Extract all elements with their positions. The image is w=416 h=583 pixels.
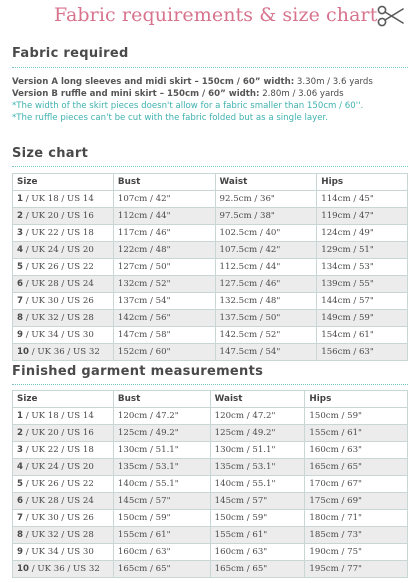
cell-hips: 180cm / 71" <box>305 510 408 527</box>
column-header-waist: Waist <box>210 391 305 408</box>
cell-size <box>13 208 114 225</box>
table-row <box>13 561 408 578</box>
cell-bust: 140cm / 55.1" <box>113 476 210 493</box>
cell-hips: 149cm / 59" <box>317 310 408 327</box>
table-row <box>13 191 408 208</box>
fabric-line-version-a <box>12 76 412 88</box>
cell-bust: 142cm / 56" <box>113 310 215 327</box>
cell-bust: 122cm / 48" <box>113 242 215 259</box>
cell-hips: 156cm / 63" <box>317 344 408 361</box>
column-header-hips: Hips <box>317 174 408 191</box>
cell-waist: 102.5cm / 40" <box>215 225 317 242</box>
cell-waist: 145cm / 57" <box>210 493 305 510</box>
cell-size <box>13 293 114 310</box>
column-header-hips: Hips <box>305 391 408 408</box>
fabric-line-value: 2.80m / 3.06 yards <box>259 89 344 99</box>
size-label: / UK 30 / US 26 <box>22 296 94 306</box>
size-chart-heading: Size chart <box>12 146 89 161</box>
size-number: 3 <box>17 445 23 455</box>
cell-hips: 175cm / 69" <box>305 493 408 510</box>
cell-size <box>13 408 114 425</box>
size-label: / UK 34 / US 30 <box>22 330 94 340</box>
size-label: / UK 36 / US 32 <box>28 564 100 574</box>
size-label: / UK 28 / US 24 <box>22 279 94 289</box>
cell-bust: 147cm / 58" <box>113 327 215 344</box>
cell-size <box>13 442 114 459</box>
cell-bust: 152cm / 60" <box>113 344 215 361</box>
size-number: 7 <box>17 296 23 306</box>
size-number: 10 <box>17 564 29 574</box>
cell-size <box>13 493 114 510</box>
size-label: / UK 34 / US 30 <box>22 547 94 557</box>
cell-bust: 145cm / 57" <box>113 493 210 510</box>
table-row <box>13 242 408 259</box>
table-header-row <box>13 391 408 408</box>
fabric-line-version-b <box>12 88 412 100</box>
cell-waist: 125cm / 49.2" <box>210 425 305 442</box>
cell-hips: 114cm / 45" <box>317 191 408 208</box>
column-header-bust: Bust <box>113 391 210 408</box>
cell-waist: 127.5cm / 46" <box>215 276 317 293</box>
cell-hips: 139cm / 55" <box>317 276 408 293</box>
size-number: 8 <box>17 530 23 540</box>
cell-hips: 155cm / 61" <box>305 425 408 442</box>
fabric-line-label: Version A long sleeves and midi skirt – 150cm / 60” width: <box>12 77 295 87</box>
size-number: 9 <box>17 547 23 557</box>
cell-waist: 137.5cm / 50" <box>215 310 317 327</box>
cell-hips: 150cm / 59" <box>305 408 408 425</box>
cell-size <box>13 510 114 527</box>
table-row <box>13 310 408 327</box>
divider <box>12 384 408 385</box>
table-row <box>13 225 408 242</box>
cell-bust: 107cm / 42" <box>113 191 215 208</box>
cell-size <box>13 259 114 276</box>
cell-hips: 170cm / 67" <box>305 476 408 493</box>
size-label: / UK 26 / US 22 <box>22 479 94 489</box>
fabric-line-value: 3.30m / 3.6 yards <box>294 77 373 87</box>
size-number: 5 <box>17 479 23 489</box>
divider <box>12 67 408 68</box>
cell-size <box>13 191 114 208</box>
table-row <box>13 293 408 310</box>
cell-bust: 150cm / 59" <box>113 510 210 527</box>
table-row <box>13 344 408 361</box>
size-number: 2 <box>17 428 23 438</box>
table-row <box>13 459 408 476</box>
cell-size <box>13 561 114 578</box>
cell-size <box>13 476 114 493</box>
size-label: / UK 24 / US 20 <box>22 245 94 255</box>
title-bar <box>0 0 416 34</box>
cell-hips: 195cm / 77" <box>305 561 408 578</box>
column-header-size: Size <box>13 174 114 191</box>
cell-hips: 134cm / 53" <box>317 259 408 276</box>
cell-hips: 124cm / 49" <box>317 225 408 242</box>
cell-size <box>13 225 114 242</box>
size-label: / UK 24 / US 20 <box>22 462 94 472</box>
size-label: / UK 28 / US 24 <box>22 496 94 506</box>
size-number: 1 <box>17 411 23 421</box>
size-number: 4 <box>17 462 23 472</box>
size-label: / UK 30 / US 26 <box>22 513 94 523</box>
cell-waist: 92.5cm / 36" <box>215 191 317 208</box>
table-row <box>13 442 408 459</box>
cell-waist: 160cm / 63" <box>210 544 305 561</box>
table-row <box>13 476 408 493</box>
size-label: / UK 20 / US 16 <box>22 211 94 221</box>
scissors-icon <box>377 4 405 28</box>
size-label: / UK 20 / US 16 <box>22 428 94 438</box>
size-label: / UK 18 / US 14 <box>22 411 94 421</box>
size-label: / UK 22 / US 18 <box>22 228 94 238</box>
cell-waist: 132.5cm / 48" <box>215 293 317 310</box>
cell-size <box>13 242 114 259</box>
size-number: 1 <box>17 194 23 204</box>
cell-hips: 160cm / 63" <box>305 442 408 459</box>
table-row <box>13 408 408 425</box>
cell-waist: 120cm / 47.2" <box>210 408 305 425</box>
garment-measurements-heading: Finished garment measurements <box>12 364 264 379</box>
cell-bust: 155cm / 61" <box>113 527 210 544</box>
cell-hips: 129cm / 51" <box>317 242 408 259</box>
cell-waist: 130cm / 51.1" <box>210 442 305 459</box>
table-row <box>13 510 408 527</box>
cell-waist: 112.5cm / 44" <box>215 259 317 276</box>
cell-size <box>13 544 114 561</box>
cell-waist: 142.5cm / 52" <box>215 327 317 344</box>
table-row <box>13 425 408 442</box>
size-number: 5 <box>17 262 23 272</box>
table-row <box>13 259 408 276</box>
divider <box>12 166 408 167</box>
size-number: 4 <box>17 245 23 255</box>
cell-size <box>13 310 114 327</box>
cell-hips: 119cm / 47" <box>317 208 408 225</box>
cell-bust: 120cm / 47.2" <box>113 408 210 425</box>
cell-waist: 107.5cm / 42" <box>215 242 317 259</box>
cell-waist: 147.5cm / 54" <box>215 344 317 361</box>
page-title: Fabric requirements & size chart <box>54 4 378 26</box>
size-label: / UK 22 / US 18 <box>22 445 94 455</box>
size-label: / UK 26 / US 22 <box>22 262 94 272</box>
cell-waist: 165cm / 65" <box>210 561 305 578</box>
size-chart-table <box>12 173 408 361</box>
table-row <box>13 327 408 344</box>
size-number: 3 <box>17 228 23 238</box>
cell-size <box>13 527 114 544</box>
garment-measurements-table <box>12 390 408 578</box>
size-number: 8 <box>17 313 23 323</box>
cell-bust: 137cm / 54" <box>113 293 215 310</box>
cell-waist: 150cm / 59" <box>210 510 305 527</box>
cell-bust: 135cm / 53.1" <box>113 459 210 476</box>
cell-waist: 140cm / 55.1" <box>210 476 305 493</box>
fabric-note: *The width of the skirt pieces doesn't allow for a fabric smaller than 150cm / 60''. <box>12 101 364 111</box>
table-header-row <box>13 174 408 191</box>
size-number: 9 <box>17 330 23 340</box>
cell-bust: 130cm / 51.1" <box>113 442 210 459</box>
cell-size <box>13 276 114 293</box>
size-number: 2 <box>17 211 23 221</box>
fabric-line-label: Version B ruffle and mini skirt – 150cm / 60” width: <box>12 89 260 99</box>
table-row <box>13 527 408 544</box>
cell-waist: 135cm / 53.1" <box>210 459 305 476</box>
size-label: / UK 18 / US 14 <box>22 194 94 204</box>
cell-bust: 112cm / 44" <box>113 208 215 225</box>
table-row <box>13 544 408 561</box>
cell-hips: 154cm / 61" <box>317 327 408 344</box>
column-header-waist: Waist <box>215 174 317 191</box>
cell-waist: 97.5cm / 38" <box>215 208 317 225</box>
table-row <box>13 276 408 293</box>
cell-bust: 127cm / 50" <box>113 259 215 276</box>
cell-size <box>13 327 114 344</box>
cell-bust: 132cm / 52" <box>113 276 215 293</box>
cell-hips: 165cm / 65" <box>305 459 408 476</box>
fabric-required-heading: Fabric required <box>12 46 129 61</box>
column-header-bust: Bust <box>113 174 215 191</box>
size-number: 6 <box>17 279 23 289</box>
size-number: 7 <box>17 513 23 523</box>
cell-size <box>13 344 114 361</box>
cell-hips: 144cm / 57" <box>317 293 408 310</box>
size-label: / UK 32 / US 28 <box>22 530 94 540</box>
size-label: / UK 32 / US 28 <box>22 313 94 323</box>
cell-hips: 185cm / 73" <box>305 527 408 544</box>
cell-bust: 117cm / 46" <box>113 225 215 242</box>
cell-size <box>13 425 114 442</box>
fabric-note: *The ruffle pieces can't be cut with the fabric folded but as a single layer. <box>12 113 328 123</box>
column-header-size: Size <box>13 391 114 408</box>
table-row <box>13 208 408 225</box>
cell-bust: 160cm / 63" <box>113 544 210 561</box>
cell-waist: 155cm / 61" <box>210 527 305 544</box>
cell-hips: 190cm / 75" <box>305 544 408 561</box>
table-row <box>13 493 408 510</box>
cell-bust: 165cm / 65" <box>113 561 210 578</box>
size-number: 10 <box>17 347 29 357</box>
size-label: / UK 36 / US 32 <box>28 347 100 357</box>
cell-size <box>13 459 114 476</box>
size-number: 6 <box>17 496 23 506</box>
cell-bust: 125cm / 49.2" <box>113 425 210 442</box>
